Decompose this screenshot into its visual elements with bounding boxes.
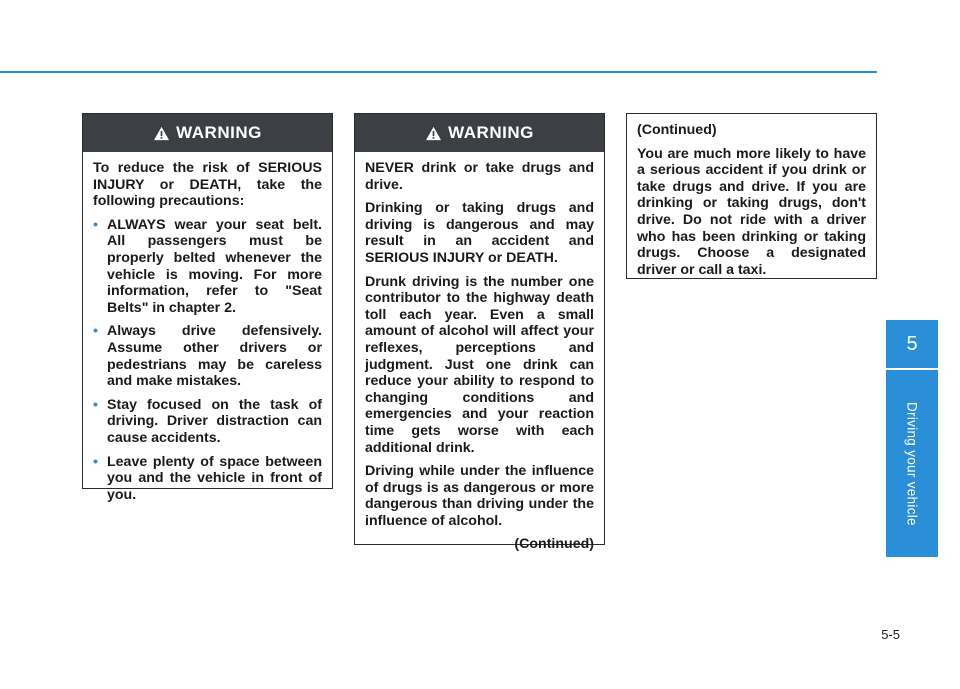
list-item: • Always drive defensively. Assume other drivers or pedestrians may be careless and make mistakes. — [93, 323, 322, 390]
warning-triangle-icon — [153, 126, 170, 141]
warning-paragraph: You are much more likely to have a serious accident if you drink or take drugs and drive. If you are drinking or taking drugs, don't drive. Do not ride with a driver who has been drinking or taking drugs. Choose a designated driver or call a taxi. — [637, 145, 866, 278]
warning-paragraph: Drunk driving is the number one contributor to the highway death toll each year. Even a small amount of alcohol will affect your reflexes, perceptions and judgment. Just one drink can reduce your ability to respond to changing conditions and emergencies and your reaction time gets worse with each additional drink. — [365, 273, 594, 456]
chapter-title: Driving your vehicle — [904, 401, 920, 526]
continued-label: (Continued) — [637, 122, 717, 138]
warning-box-continued — [626, 113, 877, 279]
warning-label: WARNING — [448, 123, 534, 142]
chapter-number: 5 — [886, 320, 938, 368]
continued-label: (Continued) — [514, 536, 594, 553]
warning-header — [355, 114, 604, 152]
warning-triangle-icon — [425, 126, 442, 141]
list-item: • Stay focused on the task of driving. Driver distraction can cause accidents. — [93, 396, 322, 446]
list-item: • Leave plenty of space between you and the vehicle in front of you. — [93, 453, 322, 503]
warning-paragraph: Driving while under the influence of drugs is as dangerous or more dangerous than driving under the influence of alcohol. — [365, 463, 594, 529]
warning-label: WARNING — [176, 123, 262, 142]
page-number: 5-5 — [881, 627, 900, 642]
warning-paragraph: NEVER drink or take drugs and drive. — [365, 160, 594, 193]
warning-header — [83, 114, 332, 152]
precaution-list — [93, 217, 322, 504]
warning-box-drink-drive — [354, 113, 605, 553]
warning-box-safety-precautions — [82, 113, 333, 503]
warning-paragraph: Drinking or taking drugs and driving is dangerous and may result in an accident and SERIOUS INJURY or DEATH. — [365, 200, 594, 266]
warning-intro: To reduce the risk of SERIOUS INJURY or DEATH, take the following precautions: — [93, 160, 322, 210]
list-item: • ALWAYS wear your seat belt. All passengers must be properly belted whenever the vehicle is moving. For more information, refer to "Seat Belts" in chapter 2. — [93, 216, 322, 316]
top-rule — [0, 71, 877, 73]
